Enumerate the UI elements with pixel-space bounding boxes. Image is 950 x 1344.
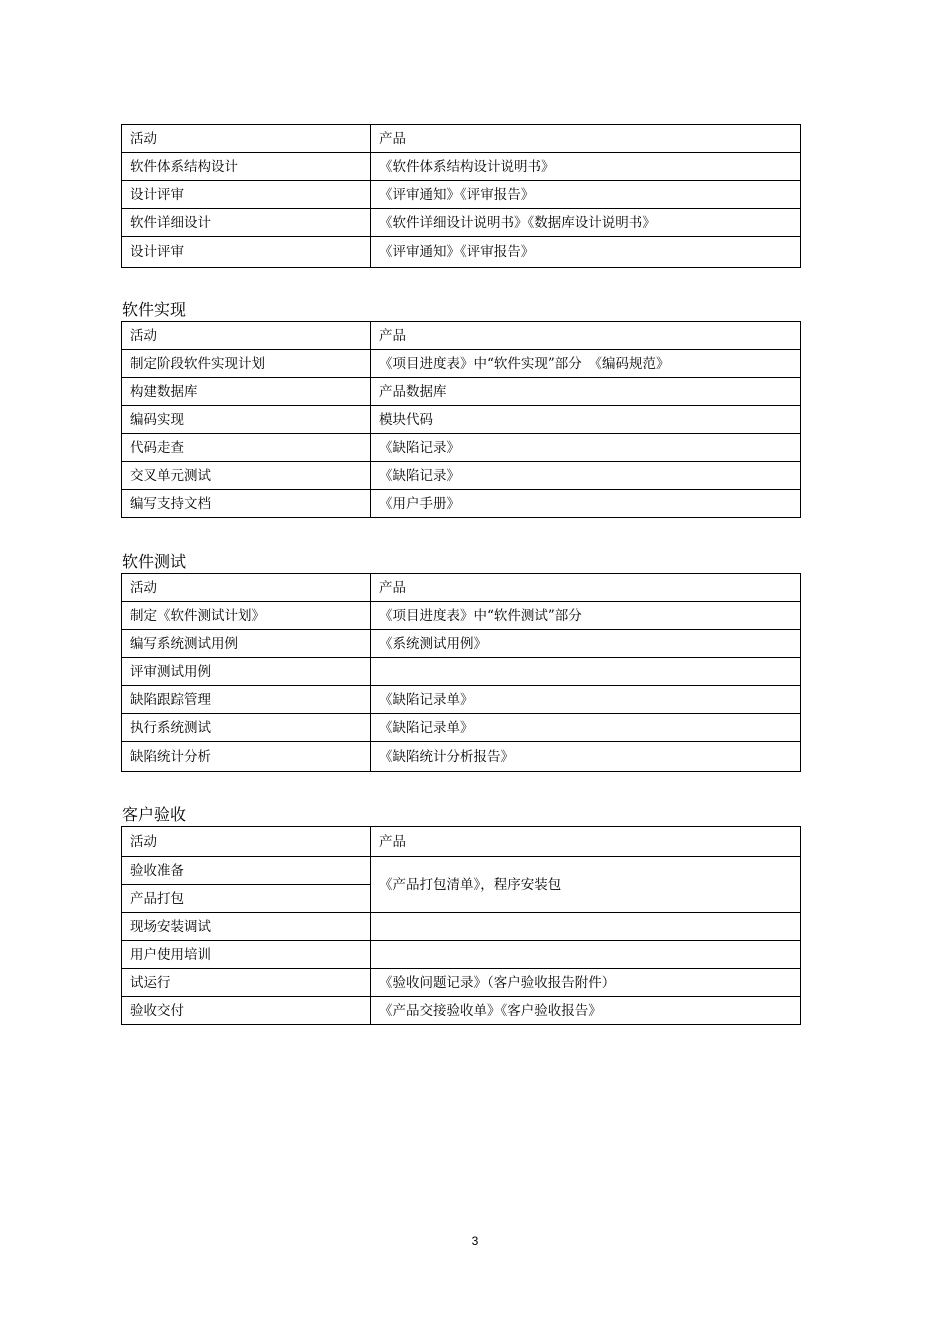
activity-cell: 验收准备: [122, 857, 371, 885]
table-row: [122, 658, 801, 686]
product-cell-merged: 《产品打包清单》，程序安装包: [371, 857, 801, 913]
acceptance-section: [121, 804, 800, 1025]
product-cell: 《评审通知》《评审报告》: [371, 237, 801, 268]
header-activity: 活动: [122, 125, 371, 153]
header-product: 产品: [371, 574, 801, 602]
activity-cell: 产品打包: [122, 885, 371, 913]
product-cell: [371, 913, 801, 941]
page-number: 3: [471, 1234, 479, 1248]
header-activity: 活动: [122, 574, 371, 602]
table-row: [122, 997, 801, 1025]
activity-cell: 交叉单元测试: [122, 462, 371, 490]
table-row: [122, 686, 801, 714]
design-table: [121, 124, 801, 268]
activity-cell: 制定阶段软件实现计划: [122, 350, 371, 378]
section-heading: 客户验收: [122, 805, 187, 824]
testing-table: [121, 573, 801, 772]
product-cell: 《用户手册》: [371, 490, 801, 518]
product-cell: 《缺陷统计分析报告》: [371, 742, 801, 772]
product-cell: 《产品交接验收单》《客户验收报告》: [371, 997, 801, 1025]
activity-cell: 软件详细设计: [122, 209, 371, 237]
table-row: [122, 602, 801, 630]
activity-cell: 构建数据库: [122, 378, 371, 406]
table-row: [122, 630, 801, 658]
activity-cell: 验收交付: [122, 997, 371, 1025]
header-product: 产品: [371, 322, 801, 350]
table-row: [122, 857, 801, 885]
design-section: [121, 124, 800, 268]
header-activity: 活动: [122, 322, 371, 350]
table-header-row: [122, 322, 801, 350]
activity-cell: 试运行: [122, 969, 371, 997]
header-product: 产品: [371, 125, 801, 153]
activity-cell: 缺陷跟踪管理: [122, 686, 371, 714]
table-row: [122, 209, 801, 237]
product-cell: 《软件体系结构设计说明书》: [371, 153, 801, 181]
activity-cell: 代码走查: [122, 434, 371, 462]
product-cell: 模块代码: [371, 406, 801, 434]
testing-section: [121, 551, 800, 772]
activity-cell: 制定《软件测试计划》: [122, 602, 371, 630]
table-header-row: [122, 827, 801, 857]
product-cell: 产品数据库: [371, 378, 801, 406]
table-row: [122, 969, 801, 997]
acceptance-table: [121, 826, 801, 1025]
table-header-row: [122, 125, 801, 153]
activity-cell: 评审测试用例: [122, 658, 371, 686]
table-row: [122, 462, 801, 490]
activity-cell: 编写支持文档: [122, 490, 371, 518]
activity-cell: 现场安装调试: [122, 913, 371, 941]
product-cell: [371, 941, 801, 969]
table-row: [122, 378, 801, 406]
implementation-table: [121, 321, 801, 518]
activity-cell: 编码实现: [122, 406, 371, 434]
table-row: [122, 742, 801, 772]
product-cell: 《缺陷记录单》: [371, 686, 801, 714]
activity-cell: 编写系统测试用例: [122, 630, 371, 658]
product-cell: 《评审通知》《评审报告》: [371, 181, 801, 209]
table-row: [122, 350, 801, 378]
table-row: [122, 490, 801, 518]
activity-cell: 软件体系结构设计: [122, 153, 371, 181]
product-cell: 《缺陷记录》: [371, 462, 801, 490]
product-cell: [371, 658, 801, 686]
table-row: [122, 406, 801, 434]
product-cell: 《系统测试用例》: [371, 630, 801, 658]
table-row: [122, 913, 801, 941]
product-cell: 《缺陷记录》: [371, 434, 801, 462]
table-row: [122, 237, 801, 268]
header-product: 产品: [371, 827, 801, 857]
product-cell: 《软件详细设计说明书》《数据库设计说明书》: [371, 209, 801, 237]
product-cell: 《项目进度表》中“软件测试”部分: [371, 602, 801, 630]
activity-cell: 执行系统测试: [122, 714, 371, 742]
header-activity: 活动: [122, 827, 371, 857]
section-heading: 软件测试: [122, 552, 187, 571]
activity-cell: 缺陷统计分析: [122, 742, 371, 772]
section-heading: 软件实现: [122, 300, 187, 319]
table-row: [122, 714, 801, 742]
table-row: [122, 434, 801, 462]
table-header-row: [122, 574, 801, 602]
product-cell: 《项目进度表》中“软件实现”部分 《编码规范》: [371, 350, 801, 378]
table-row: [122, 153, 801, 181]
activity-cell: 设计评审: [122, 237, 371, 268]
activity-cell: 设计评审: [122, 181, 371, 209]
activity-cell: 用户使用培训: [122, 941, 371, 969]
product-cell: 《缺陷记录单》: [371, 714, 801, 742]
implementation-section: [121, 299, 800, 518]
table-row: [122, 181, 801, 209]
product-cell: 《验收问题记录》（客户验收报告附件）: [371, 969, 801, 997]
table-row: [122, 941, 801, 969]
